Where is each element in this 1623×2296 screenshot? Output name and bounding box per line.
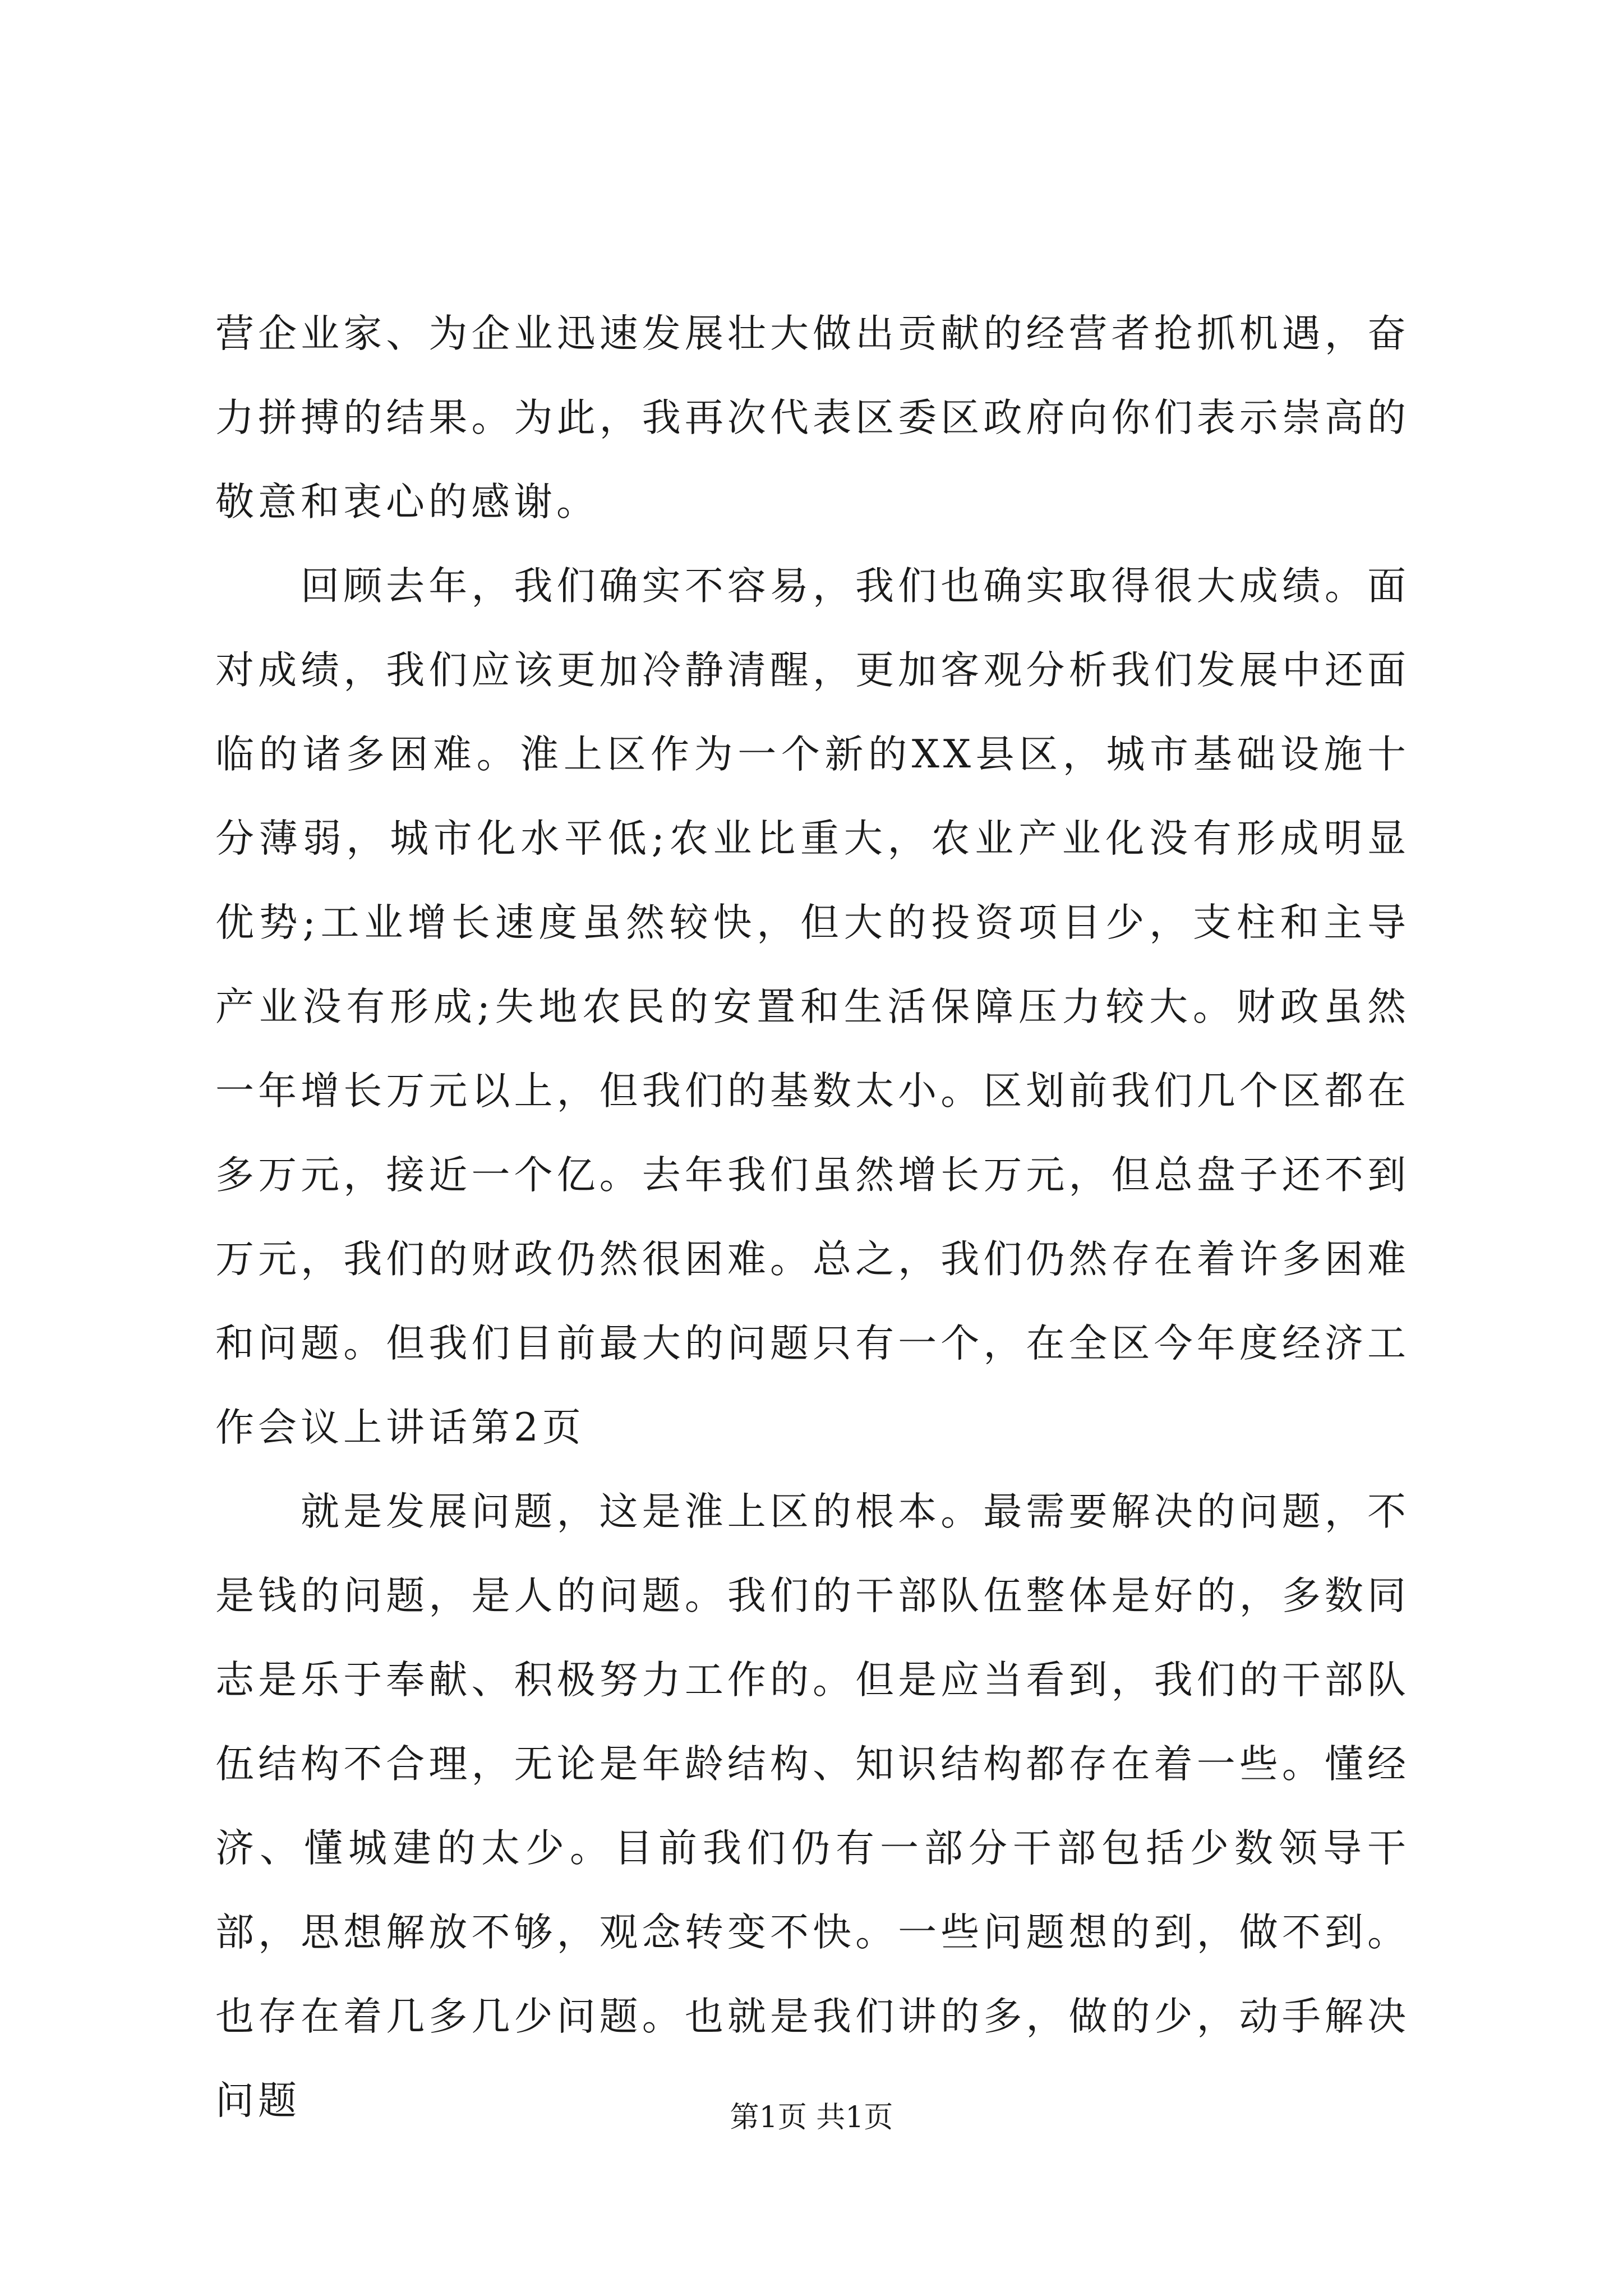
paragraph-1: 营企业家、为企业迅速发展壮大做出贡献的经营者抢抓机遇，奋力拼搏的结果。为此，我再次代表区委区政府向你们表示崇高的敬意和衷心的感谢。 bbox=[215, 311, 1410, 524]
document-body bbox=[215, 292, 1410, 2143]
paragraph-3: 就是发展问题，这是淮上区的根本。最需要解决的问题，不是钱的问题，是人的问题。我们的干部队伍整体是好的，多数同志是乐于奉献、积极努力工作的。但是应当看到，我们的干部队伍结构不合理，无论是年龄结构、知识结构都存在着一些。懂经济、懂城建的太少。目前我们仍有一部分干部包括少数领导干部，思想解放不够，观念转变不快。一些问题想的到，做不到。也存在着几多几少问题。也就是我们讲的多，做的少，动手解决问题 bbox=[215, 1489, 1410, 2123]
page-footer: 第1页 共1页 bbox=[730, 2101, 893, 2134]
paragraph-2: 回顾去年，我们确实不容易，我们也确实取得很大成绩。面对成绩，我们应该更加冷静清醒，更加客观分析我们发展中还面临的诸多困难。淮上区作为一个新的XX县区，城市基础设施十分薄弱，城市化水平低;农业比重大，农业产业化没有形成明显优势;工业增长速度虽然较快，但大的投资项目少，支柱和主导产业没有形成;失地农民的安置和生活保障压力较大。财政虽然一年增长万元以上，但我们的基数太小。区划前我们几个区都在多万元，接近一个亿。去年我们虽然增长万元，但总盘子还不到万元，我们的财政仍然很困难。总之，我们仍然存在着许多困难和问题。但我们目前最大的问题只有一个，在全区今年度经济工作会议上讲话第2页 bbox=[215, 564, 1410, 1450]
